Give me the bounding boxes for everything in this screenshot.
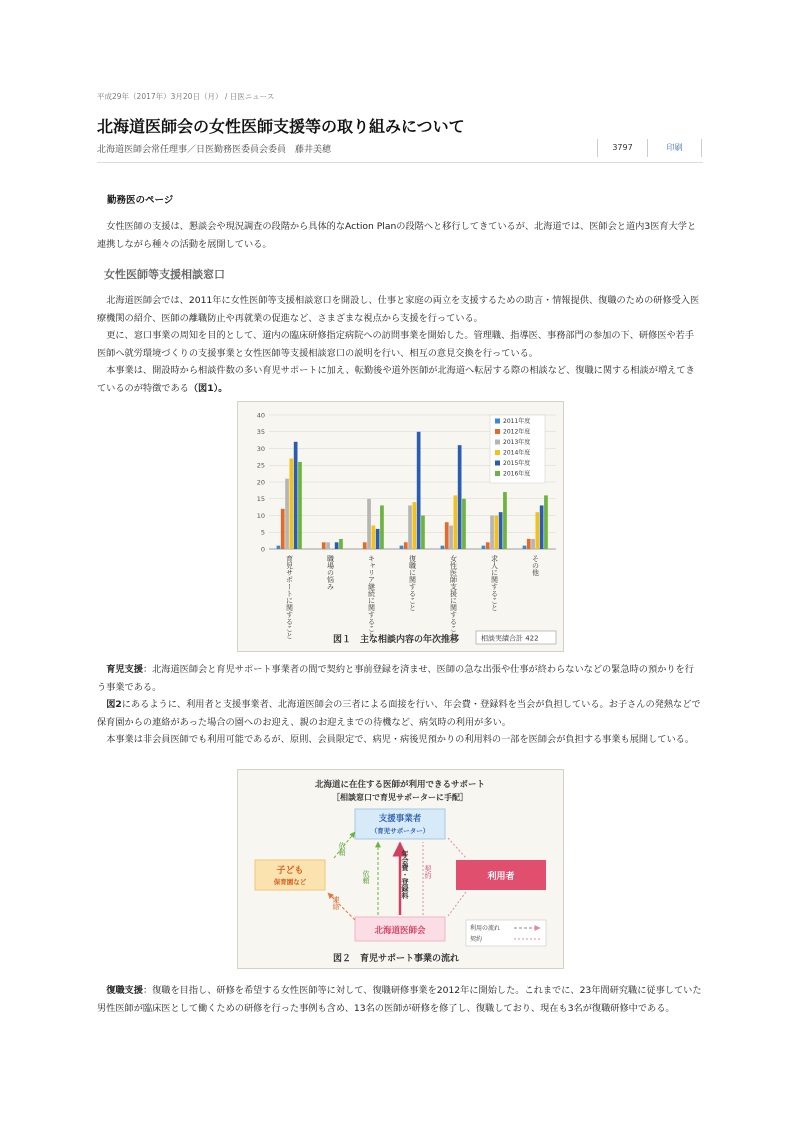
bar <box>376 529 380 549</box>
meta-box <box>597 139 702 157</box>
bar <box>404 542 408 549</box>
category-label: 女性医師支援に関すること <box>449 555 458 639</box>
figure-2 <box>237 769 564 969</box>
paragraph-1: 北海道医師会では、2011年に女性医師等支援相談窓口を開設し、仕事と家庭の両立を支援するための助言・情報提供、復職のための研修受入医療機関の紹介、医師の離職防止や再就業の促進など、さまざまな視点から支援を行っている。 <box>97 295 700 324</box>
legend-swatch <box>495 440 500 445</box>
bar <box>290 459 294 549</box>
legend-label: 2011年度 <box>503 418 531 425</box>
bar <box>523 546 527 549</box>
intro-text: 女性医師の支援は、懇談会や現況調査の段階から具体的なAction Planの段階へと移行してきているが、北海道では、医師会と道内3医育大学と連携しながら種々の活動を展開している。 <box>97 221 697 250</box>
bar <box>380 505 384 549</box>
reinstatement-label: 復職支援 <box>106 985 143 996</box>
bar <box>486 542 490 549</box>
bar <box>363 542 367 549</box>
figure-1-ref: （図1）。 <box>188 382 228 394</box>
paragraph-7 <box>97 982 703 1017</box>
request-label-left: 依頼 <box>338 842 346 856</box>
category-label: 職場の悩み <box>326 555 335 590</box>
y-tick-label: 40 <box>256 411 265 420</box>
figure-1 <box>237 401 564 652</box>
chart-total-label: 相談実績合計 422 <box>481 634 539 643</box>
bar <box>495 516 499 550</box>
section-label: 勤務医のページ <box>107 195 174 206</box>
childcare-label: 育児支援 <box>106 664 143 675</box>
legend-label: 2013年度 <box>503 439 531 446</box>
child-label: 子ども <box>276 866 304 876</box>
bar <box>445 522 449 549</box>
bar <box>339 539 343 549</box>
y-tick-label: 0 <box>260 545 265 554</box>
category-label: 復職に関すること <box>408 555 417 611</box>
contract-line-bottom <box>448 892 466 916</box>
category-label: その他 <box>531 555 540 576</box>
chart-caption: 図１ 主な相談内容の年次推移 <box>333 635 460 645</box>
paragraph-4 <box>97 661 703 696</box>
figure-2-ref: 図2 <box>106 699 122 710</box>
bar <box>335 542 339 549</box>
contact-label: 連絡 <box>332 896 340 910</box>
legend-swatch <box>495 419 500 424</box>
bar <box>294 442 298 549</box>
contract-line-top <box>448 838 466 858</box>
y-tick-label: 5 <box>260 528 265 537</box>
consultation-bar-chart <box>238 402 563 651</box>
bar <box>544 495 548 549</box>
bar <box>400 546 404 549</box>
y-tick-label: 25 <box>256 461 265 470</box>
legend-swatch <box>495 450 500 455</box>
paragraph-5 <box>97 696 703 731</box>
contract-label: 契約 <box>424 865 432 879</box>
bar <box>281 509 285 549</box>
bar <box>482 546 486 549</box>
print-link[interactable]: 印刷 <box>648 139 702 157</box>
paragraph-6: 本事業は非会員医師でも利用可能であるが、原則、会員限定で、病児・病後児預かりの利用料の一部を医師会が負担する事業も展開している。 <box>106 734 695 745</box>
support-paragraphs <box>97 661 703 749</box>
bar <box>277 546 281 549</box>
intro-paragraph <box>97 218 703 253</box>
bar <box>298 462 302 549</box>
bar <box>490 516 494 550</box>
bar <box>441 546 445 549</box>
legend-flow-label: 利用の流れ <box>470 925 501 932</box>
support-provider-sub: （育児サポーター） <box>370 827 430 835</box>
y-tick-label: 20 <box>256 478 265 487</box>
diagram-caption: 図２ 育児サポート事業の流れ <box>333 954 460 964</box>
bar <box>285 479 289 549</box>
paragraph-3 <box>97 362 703 397</box>
support-flow-diagram <box>238 770 563 968</box>
legend-label: 2014年度 <box>503 449 531 457</box>
bar <box>408 505 412 549</box>
fee-label: 年会費・登録料 <box>401 850 409 899</box>
bar <box>417 432 421 549</box>
y-tick-label: 30 <box>256 444 265 453</box>
request-label-center: 依頼 <box>362 870 370 884</box>
article-count: 3797 <box>597 139 648 157</box>
bar <box>449 526 453 549</box>
medical-association-label: 北海道医師会 <box>374 926 426 936</box>
header-divider <box>97 162 703 163</box>
bar <box>458 445 462 549</box>
child-sub: 保育園など <box>273 878 307 886</box>
paragraph-7-text: ：復職を目指し、研修を希望する女性医師等に対して、復職研修事業を2012年に開始した。これまでに、23年間研究職に従事していた男性医師が臨床医として働くための研修を行った事例も含め、13名の医師が研修を修了し、復職しており、現在も3名が復職研修中である。 <box>97 985 702 1014</box>
user-label: 利用者 <box>487 872 515 882</box>
byline: 北海道医師会常任理事／日医勤務医委員会委員 藤井美穂 <box>97 145 332 155</box>
category-label: キャリア継続に関すること <box>367 555 376 639</box>
bar <box>503 492 507 549</box>
paragraph-4-text: ：北海道医師会と育児サポート事業者の間で契約と事前登録を済ませ、医師の急な出張や仕事が終わらないなどの緊急時の預かりを行う事業である。 <box>97 664 694 693</box>
diagram-title: 北海道に在住する医師が利用できるサポート <box>314 780 486 790</box>
paragraph-5-text: にあるように、利用者と支援事業者、北海道医師会の三者による面接を行い、年会費・登録料を当会が負担している。お子さんの発熱などで保育園からの連絡があった場合の園へのお迎え、親のお迎えまでの待機など、病気時の利用が多い。 <box>97 699 701 728</box>
y-tick-label: 15 <box>256 495 265 504</box>
subheading: 女性医師等支援相談窓口 <box>104 268 225 281</box>
bar <box>540 505 544 549</box>
bar <box>421 516 425 550</box>
paragraph-3-text: 本事業は、開設時から相談件数の多い育児サポートに加え、転勤後や道外医師が北海道へ転居する際の相談など、復職に関する相談が増えてきているのが特徴である <box>97 365 695 394</box>
consult-paragraphs <box>97 292 703 397</box>
bar <box>326 542 330 549</box>
reinstatement-paragraph <box>97 982 703 1017</box>
page-title: 北海道医師会の女性医師支援等の取り組みについて <box>97 117 465 136</box>
legend-label: 2015年度 <box>503 460 531 467</box>
category-label: 育児サポートに関すること <box>285 555 294 639</box>
bar <box>527 539 531 549</box>
legend-swatch <box>495 471 500 476</box>
diagram-subtitle: ［相談窓口で育児サポーターに手配］ <box>332 793 468 802</box>
legend-label: 2012年度 <box>503 428 531 436</box>
legend-swatch <box>495 461 500 466</box>
legend-contract-label: 契約 <box>470 936 483 943</box>
dateline: 平成29年（2017年）3月20日（月） / 日医ニュース <box>97 92 275 101</box>
bar <box>499 512 503 549</box>
bar <box>454 495 458 549</box>
bar <box>367 499 371 549</box>
legend-label: 2016年度 <box>503 470 531 478</box>
bar <box>372 526 376 549</box>
legend-swatch <box>495 429 500 434</box>
bar <box>462 499 466 549</box>
paragraph-2: 更に、窓口事業の周知を目的として、道内の臨床研修指定病院への訪問事業を開始した。管理職、指導医、事務部門の参加の下、研修医や若手医師へ就労環境づくりの支援事業と女性医師等支援相談窓口の説明を行い、相互の意見交換を行っている。 <box>97 330 695 359</box>
bar <box>413 502 417 549</box>
category-label: 求人に関すること <box>490 555 499 611</box>
support-provider-label: 支援事業者 <box>378 814 422 824</box>
y-tick-label: 10 <box>256 511 265 520</box>
bar <box>322 542 326 549</box>
bar <box>531 539 535 549</box>
bar <box>536 512 540 549</box>
y-tick-label: 35 <box>256 428 265 437</box>
